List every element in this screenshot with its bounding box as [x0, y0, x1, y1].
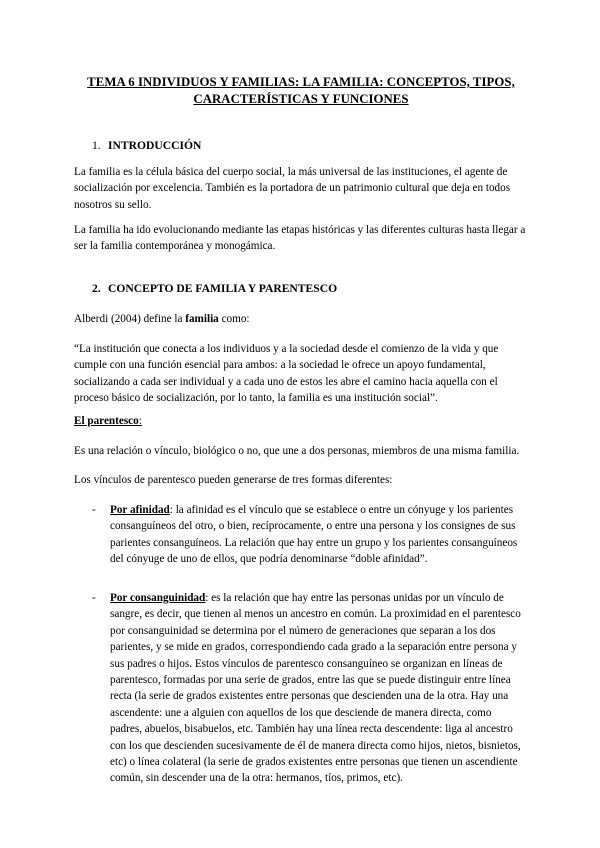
- list-bullet-dash: -: [92, 504, 96, 516]
- intro-paragraph-2: La familia ha ido evolucionando mediante las etapas históricas y las diferentes culturas hasta llegar a ser la familia contemporánea y monogámica.: [74, 224, 526, 253]
- list-bullet-dash: -: [92, 592, 96, 604]
- section-number: 1.: [92, 139, 101, 152]
- section-number: 2.: [92, 282, 101, 295]
- alberdi-intro-tail: como:: [218, 313, 250, 325]
- afinidad-text: : la afinidad es el vínculo que se establece o entre un cónyuge y los parientes consanguíneos del otro, o bien, recíprocamente, o entre una persona y los consignes de sus parientes consanguíneos. La relación que hay entre un grupo y los parientes consanguíneos del cónyuge de uno de ellos, que podría denominarse “doble afinidad”.: [110, 504, 518, 566]
- section-heading-concepto: [92, 281, 337, 296]
- section-heading-label: CONCEPTO DE FAMILIA Y PARENTESCO: [108, 282, 338, 295]
- alberdi-intro-text: Alberdi (2004) define la: [74, 313, 186, 325]
- familia-term: familia: [185, 313, 219, 325]
- intro-paragraph-1: La familia es la célula básica del cuerpo social, la más universal de las instituciones, el agente de socialización por excelencia. También es la portadora de un patrimonio cultural que deja en todos nosotros su sello.: [74, 166, 511, 211]
- section-heading-label: INTRODUCCIÓN: [108, 139, 202, 152]
- consanguinidad-term: Por consanguinidad: [110, 592, 206, 604]
- alberdi-definition-intro: [74, 311, 526, 327]
- consanguinidad-text: : es la relación que hay entre las personas unidas por un vínculo de sangre, es decir, que tienen al menos un ancestro en común. La proximidad en el parentesco por consanguinidad se determina por el número de generaciones que separan a los dos parientes, y se mide en grados, correspondiendo cada grado a la separación entre persona y sus padres o hijos. Estos vínculos de parentesco consanguíneo se organizan en líneas de parentesco, formadas por una serie de grados, entre las que se puede distinguir entre línea recta (la serie de grados existentes entre personas que descienden una de la otra. Hay una ascendente: une a alguien con aquellos de los que desciende de manera directa, como padres, abuelos, bisabuelos, etc. También hay una línea recta descendente: liga al ancestro con los que descienden sucesivamente de él de manera directa como hijos, nietos, bisnietos, etc) o línea colateral (la serie de grados existentes entre personas que tienen un ascendiente común, sin descender una de la otra: hermanos, tíos, primos, etc).: [110, 592, 521, 785]
- page-title: TEMA 6 INDIVIDUOS Y FAMILIAS: LA FAMILIA: CONCEPTOS, TIPOS, CARACTERÍSTICAS Y FUNCIONES: [87, 75, 515, 106]
- list-item-body: [110, 590, 526, 787]
- parentesco-definition: Es una relación o vínculo, biológico o no, que une a dos personas, miembros de una misma familia.: [74, 445, 520, 457]
- parentesco-label: El parentesco: [74, 415, 139, 427]
- parentesco-forms-intro: Los vínculos de parentesco pueden generarse de tres formas diferentes:: [74, 474, 393, 486]
- list-item-body: [110, 502, 526, 568]
- section-heading-introduccion: [92, 138, 201, 153]
- parentesco-subheading: [74, 413, 142, 429]
- list-item-afinidad: [92, 502, 526, 568]
- familia-definition-quote: “La institución que conecta a los individuos y a la sociedad desde el comienzo de la vida y que cumple con una función esencial para ambos: a la sociedad le ofrece un apoyo fundamental, socializando a cada ser individual y a cada uno de estos les abre el camino hacia aquella con el proceso básico de socialización, por lo tanto, la familia es una institución social”.: [74, 343, 499, 405]
- parentesco-colon: :: [138, 415, 142, 427]
- list-item-consanguinidad: [92, 590, 526, 787]
- afinidad-term: Por afinidad: [110, 504, 170, 516]
